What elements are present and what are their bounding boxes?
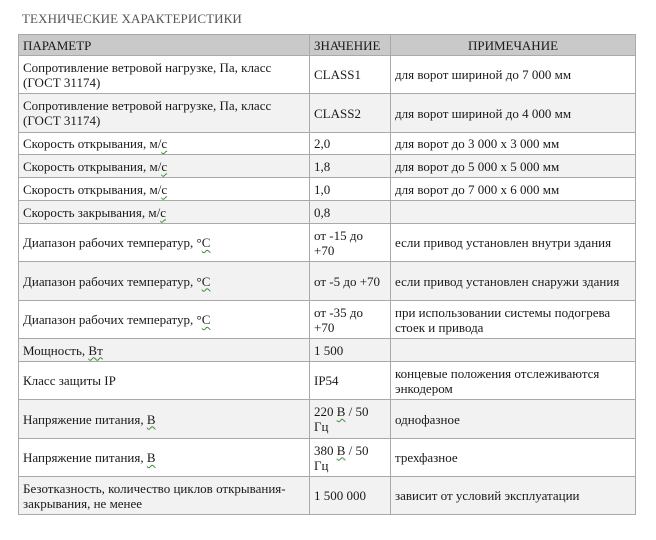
cell-value: [310, 439, 391, 477]
cell-value: 1 500: [310, 339, 391, 362]
cell-note: если привод установлен снаружи здания: [391, 262, 636, 301]
table-row: [19, 400, 636, 439]
param-text: Мощность,: [23, 342, 89, 358]
value-text: 220: [314, 404, 337, 419]
param-text: Диапазон рабочих температур, °: [23, 273, 202, 289]
cell-value: от -15 до +70: [310, 224, 391, 262]
param-text: Скорость закрывания, м/: [23, 204, 161, 220]
cell-param: [19, 301, 310, 339]
cell-note: [391, 201, 636, 224]
cell-value: [310, 400, 391, 439]
value-unit: В: [336, 442, 346, 458]
cell-param: [19, 178, 310, 201]
cell-param: [19, 224, 310, 262]
cell-note: для ворот шириной до 7 000 мм: [391, 56, 636, 94]
param-text: Скорость открывания, м/: [23, 158, 162, 174]
table-row: [19, 477, 636, 515]
param-unit: В: [146, 450, 156, 465]
value-text: 380: [314, 442, 337, 458]
page-title: ТЕХНИЧЕСКИЕ ХАРАКТЕРИСТИКИ: [22, 11, 242, 26]
cell-value: от -35 до +70: [310, 301, 391, 339]
table-row: [19, 301, 636, 339]
cell-value: 2,0: [310, 133, 391, 155]
value-unit: В: [336, 404, 346, 419]
param-text: Напряжение питания,: [23, 450, 147, 465]
cell-param: [19, 133, 310, 155]
cell-param: [19, 339, 310, 362]
param-text: Скорость открывания, м/: [23, 136, 162, 151]
cell-param: Сопротивление ветровой нагрузке, Па, класс (ГОСТ 31174): [19, 94, 310, 133]
table-row: [19, 178, 636, 201]
table-row: [19, 201, 636, 224]
cell-note: если привод установлен внутри здания: [391, 224, 636, 262]
cell-note: для ворот до 5 000 х 5 000 мм: [391, 155, 636, 178]
table-row: [19, 262, 636, 301]
cell-param: [19, 400, 310, 439]
param-unit: с: [161, 158, 168, 174]
param-unit: Вт: [88, 342, 103, 358]
cell-value: 0,8: [310, 201, 391, 224]
cell-note: трехфазное: [391, 439, 636, 477]
cell-value: CLASS1: [310, 56, 391, 94]
cell-value: 1 500 000: [310, 477, 391, 515]
cell-value: IP54: [310, 362, 391, 400]
param-unit: С: [201, 273, 211, 289]
cell-param: [19, 155, 310, 178]
value-text: / 50 Гц: [314, 442, 369, 473]
table-row: [19, 224, 636, 262]
table-header-row: [19, 35, 636, 56]
param-unit: В: [146, 411, 156, 427]
cell-note: однофазное: [391, 400, 636, 439]
param-text: Скорость открывания, м/: [23, 181, 162, 197]
table-row: [19, 56, 636, 94]
cell-note: [391, 339, 636, 362]
cell-note: для ворот до 7 000 х 6 000 мм: [391, 178, 636, 201]
cell-note: при использовании системы подогрева стоек и привода: [391, 301, 636, 339]
specs-table: [18, 34, 636, 515]
param-unit: С: [201, 235, 211, 250]
table-row: [19, 362, 636, 400]
header-value: ЗНАЧЕНИЕ: [310, 35, 391, 56]
cell-value: 1,0: [310, 178, 391, 201]
header-note: ПРИМЕЧАНИЕ: [391, 35, 636, 56]
param-text: Диапазон рабочих температур, °: [23, 235, 202, 250]
value-text: / 50 Гц: [314, 404, 369, 434]
table-row: [19, 155, 636, 178]
param-unit: с: [160, 204, 166, 220]
param-unit: С: [201, 312, 211, 327]
table-row: [19, 133, 636, 155]
param-text: Диапазон рабочих температур, °: [23, 312, 202, 327]
table-row: [19, 339, 636, 362]
cell-note: зависит от условий эксплуатации: [391, 477, 636, 515]
table-row: [19, 94, 636, 133]
cell-param: [19, 439, 310, 477]
header-param: ПАРАМЕТР: [19, 35, 310, 56]
param-unit: с: [161, 181, 168, 197]
cell-value: 1,8: [310, 155, 391, 178]
cell-note: для ворот до 3 000 х 3 000 мм: [391, 133, 636, 155]
param-unit: с: [161, 136, 168, 151]
cell-param: [19, 262, 310, 301]
cell-param: Сопротивление ветровой нагрузке, Па, класс (ГОСТ 31174): [19, 56, 310, 94]
cell-param: Безотказность, количество циклов открывания-закрывания, не менее: [19, 477, 310, 515]
cell-note: для ворот шириной до 4 000 мм: [391, 94, 636, 133]
param-text: Напряжение питания,: [23, 411, 147, 427]
cell-value: от -5 до +70: [310, 262, 391, 301]
cell-param: Класс защиты IP: [19, 362, 310, 400]
cell-value: CLASS2: [310, 94, 391, 133]
cell-note: концевые положения отслеживаются энкодером: [391, 362, 636, 400]
cell-param: [19, 201, 310, 224]
table-row: [19, 439, 636, 477]
